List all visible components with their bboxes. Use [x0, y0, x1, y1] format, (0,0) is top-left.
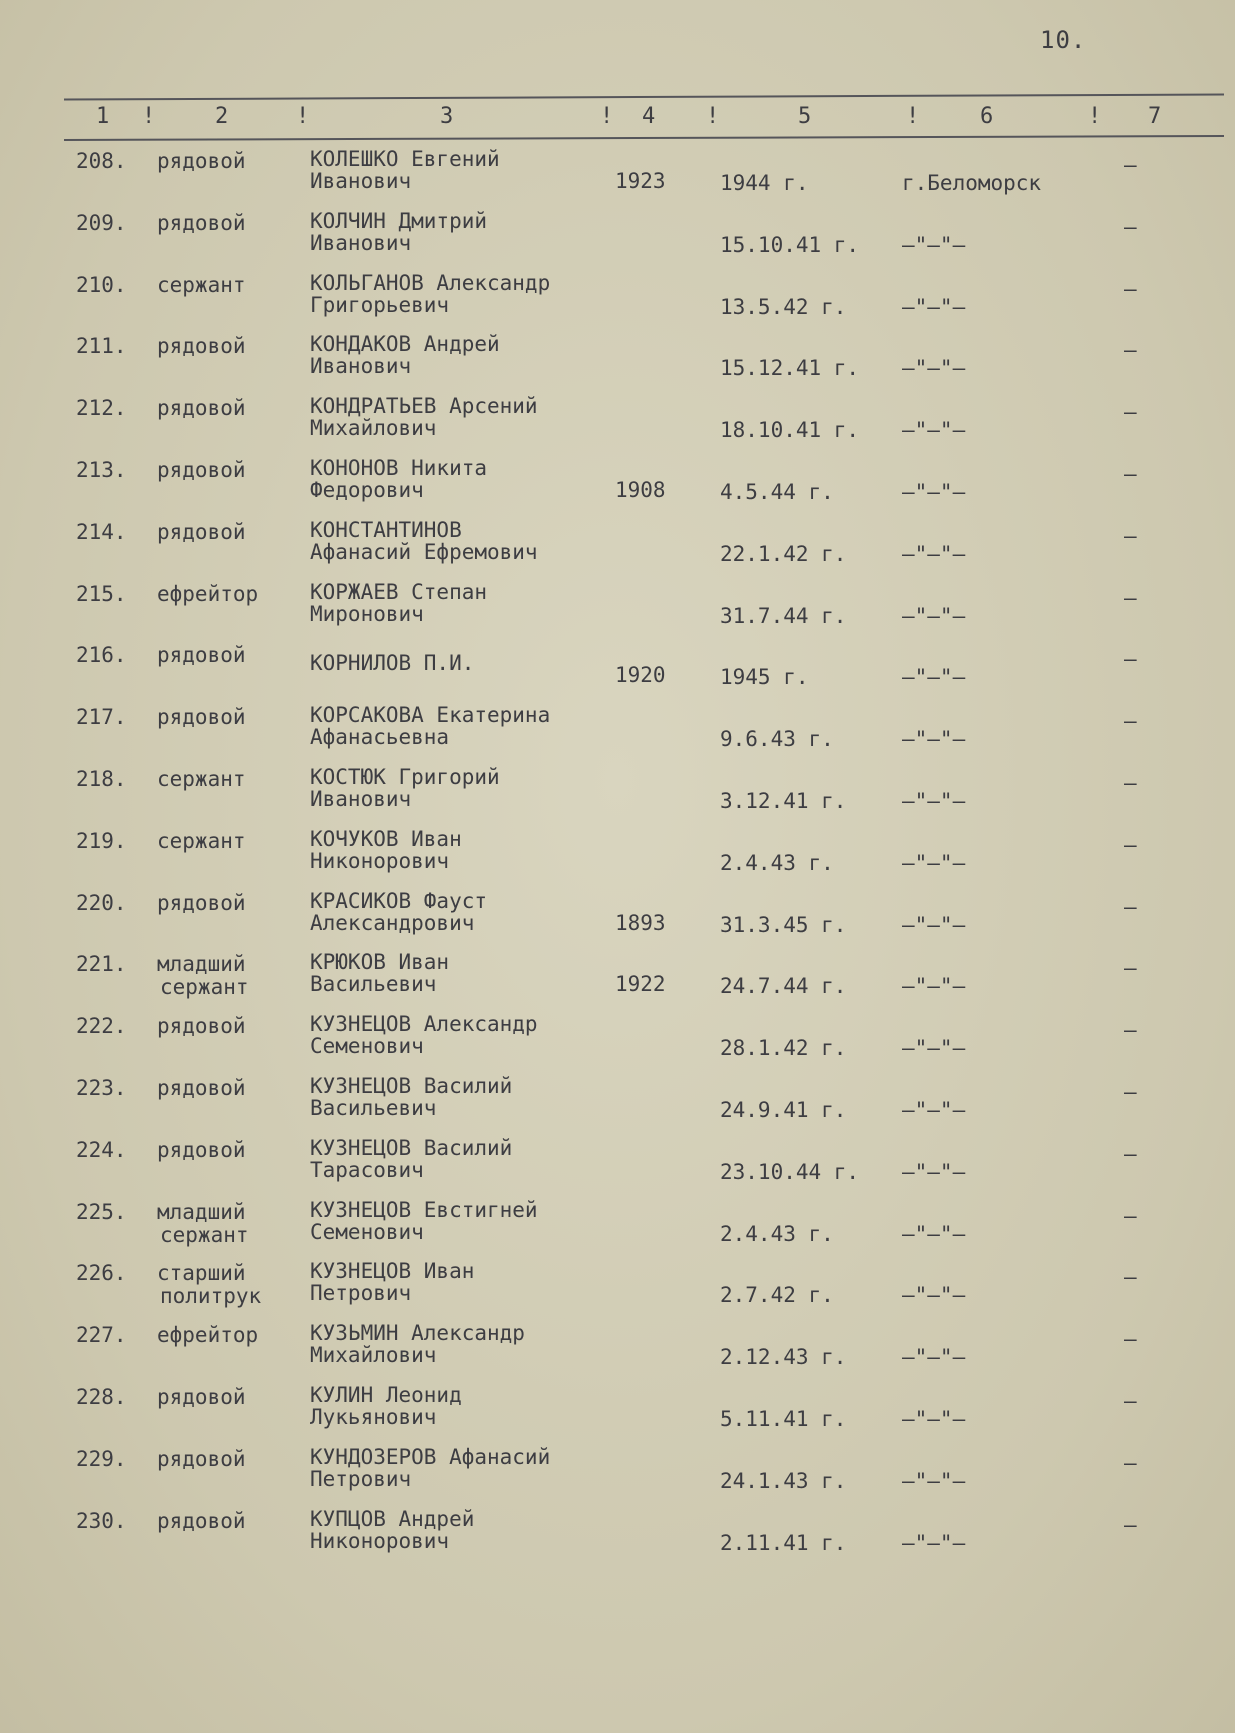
row-place: –"–"–	[902, 665, 966, 690]
row-surname: КУЗНЕЦОВ Василий	[310, 1135, 513, 1160]
row-rank: рядовой	[157, 149, 246, 173]
row-rank: рядовой	[157, 1446, 246, 1471]
row-surname: КУПЦОВ Андрей	[310, 1506, 475, 1531]
table-row	[0, 1504, 1235, 1564]
row-date: 31.7.44 г.	[720, 603, 847, 628]
row-number: 222.	[76, 1014, 127, 1039]
row-col7-dash: –	[1124, 1265, 1137, 1290]
row-surname: КОЛЬГАНОВ Александр	[310, 270, 551, 295]
row-patronymic: Тарасович	[310, 1157, 424, 1182]
table-row	[0, 144, 1235, 204]
page-number: 10.	[1040, 26, 1087, 54]
row-place: –"–"–	[902, 1407, 966, 1431]
row-date: 24.7.44 г.	[720, 974, 847, 999]
row-place: –"–"–	[902, 480, 966, 504]
row-col7-dash: –	[1124, 462, 1137, 486]
row-patronymic: Иванович	[310, 230, 412, 255]
row-place: –"–"–	[902, 541, 966, 566]
row-birth-year: 1893	[615, 910, 666, 935]
row-col7-dash: –	[1124, 153, 1137, 177]
header-col-6: 6	[980, 104, 994, 129]
row-date: 2.7.42 г.	[720, 1283, 834, 1308]
table-row	[0, 762, 1235, 822]
row-place: –"–"–	[902, 1283, 966, 1308]
row-number: 216.	[76, 643, 127, 668]
row-col7-dash: –	[1124, 523, 1137, 548]
row-number: 217.	[76, 705, 127, 730]
header-col-7: 7	[1148, 104, 1162, 129]
row-number: 227.	[76, 1323, 127, 1348]
row-number: 225.	[76, 1199, 127, 1224]
row-surname: КОНДРАТЬЕВ Арсений	[310, 394, 538, 419]
row-rank: рядовой	[157, 643, 246, 668]
row-rank: сержант	[157, 272, 246, 297]
row-date: 1944 г.	[720, 171, 809, 195]
row-number: 212.	[76, 396, 127, 421]
table-row	[0, 824, 1235, 884]
row-place: –"–"–	[902, 789, 966, 813]
row-rank: ефрейтор	[157, 1323, 259, 1348]
row-col7-dash: –	[1124, 1141, 1137, 1166]
row-col7-dash: –	[1124, 400, 1137, 425]
row-col7-dash: –	[1124, 1018, 1137, 1043]
row-rank: рядовой	[157, 1076, 246, 1100]
row-patronymic: Лукьянович	[310, 1405, 437, 1429]
row-surname: КУНДОЗЕРОВ Афанасий	[310, 1444, 551, 1469]
row-surname: КУЗНЕЦОВ Иван	[310, 1259, 475, 1284]
row-number: 214.	[76, 519, 127, 544]
table-row	[0, 1009, 1235, 1069]
row-rank: рядовой	[157, 519, 246, 544]
row-date: 13.5.42 г.	[720, 294, 847, 319]
row-date: 2.11.41 г.	[720, 1530, 847, 1555]
row-rank: младший	[157, 952, 246, 977]
row-patronymic: Семенович	[310, 1219, 424, 1244]
row-birth-year: 1920	[615, 663, 666, 688]
row-patronymic: Афанасьевна	[310, 725, 450, 750]
row-surname: КОЛЧИН Дмитрий	[310, 208, 488, 233]
row-place: –"–"–	[902, 603, 966, 628]
header-separator: !	[296, 104, 310, 129]
row-patronymic: Никонорович	[310, 1528, 450, 1553]
row-col7-dash: –	[1124, 1327, 1137, 1352]
row-place: –"–"–	[902, 356, 966, 381]
row-place: г.Беломорск	[902, 171, 1042, 195]
header-rule-top	[64, 93, 1224, 100]
header-col-2: 2	[215, 104, 229, 129]
row-rank: младший	[157, 1199, 246, 1224]
row-col7-dash: –	[1124, 585, 1137, 610]
row-place: –"–"–	[902, 1159, 966, 1184]
row-col7-dash: –	[1124, 1080, 1137, 1104]
row-patronymic: Михайлович	[310, 416, 437, 441]
row-date: 24.9.41 г.	[720, 1098, 847, 1122]
row-birth-year: 1922	[615, 972, 666, 997]
row-number: 215.	[76, 581, 127, 606]
row-place: –"–"–	[902, 850, 966, 875]
row-col7-dash: –	[1124, 709, 1137, 734]
header-col-4: 4	[642, 104, 656, 129]
row-date: 15.12.41 г.	[720, 356, 860, 381]
row-rank: рядовой	[157, 396, 246, 421]
row-number: 210.	[76, 272, 127, 297]
row-date: 9.6.43 г.	[720, 727, 834, 752]
row-number: 213.	[76, 458, 127, 482]
table-row	[0, 947, 1235, 1007]
row-surname: КОРНИЛОВ П.И.	[310, 651, 475, 676]
row-place: –"–"–	[902, 1221, 966, 1246]
row-patronymic: Григорьевич	[310, 292, 450, 317]
row-date: 2.4.43 г.	[720, 850, 834, 875]
row-rank: сержант	[157, 828, 246, 853]
row-surname: КУЗНЕЦОВ Василий	[310, 1074, 513, 1098]
row-place: –"–"–	[902, 974, 966, 999]
row-surname: КУЛИН Леонид	[310, 1383, 462, 1407]
row-rank: рядовой	[157, 1385, 246, 1409]
row-patronymic: Петрович	[310, 1466, 412, 1491]
table-header	[0, 104, 1235, 136]
row-date: 18.10.41 г.	[720, 418, 860, 443]
table-row	[0, 638, 1235, 698]
row-number: 208.	[76, 149, 127, 173]
row-date: 28.1.42 г.	[720, 1036, 847, 1061]
row-place: –"–"–	[902, 727, 966, 752]
row-date: 2.4.43 г.	[720, 1221, 834, 1246]
row-patronymic: Михайлович	[310, 1343, 437, 1368]
row-col7-dash: –	[1124, 1450, 1137, 1475]
row-rank: рядовой	[157, 1137, 246, 1162]
row-place: –"–"–	[902, 418, 966, 443]
header-col-1: 1	[96, 104, 110, 129]
row-col7-dash: –	[1124, 956, 1137, 981]
row-rank-line2: сержант	[160, 1222, 249, 1247]
row-number: 230.	[76, 1508, 127, 1533]
table-row	[0, 1380, 1235, 1440]
table-row	[0, 515, 1235, 575]
row-surname: КУЗНЕЦОВ Евстигней	[310, 1197, 538, 1222]
table-row	[0, 886, 1235, 946]
row-surname: КУЗНЕЦОВ Александр	[310, 1012, 538, 1037]
row-patronymic: Афанасий Ефремович	[310, 539, 538, 564]
row-date: 23.10.44 г.	[720, 1159, 860, 1184]
row-patronymic: Федорович	[310, 478, 424, 502]
row-rank: старший	[157, 1261, 246, 1286]
row-place: –"–"–	[902, 294, 966, 319]
row-rank-line2: политрук	[160, 1284, 262, 1309]
row-surname: КРЮКОВ Иван	[310, 950, 450, 975]
row-surname: КОСТЮК Григорий	[310, 765, 500, 789]
table-row	[0, 1442, 1235, 1502]
row-date: 2.12.43 г.	[720, 1345, 847, 1370]
row-surname: КОНОНОВ Никита	[310, 456, 488, 480]
row-date: 15.10.41 г.	[720, 232, 860, 257]
row-number: 209.	[76, 210, 127, 235]
row-date: 1945 г.	[720, 665, 809, 690]
row-col7-dash: –	[1124, 1203, 1137, 1228]
row-surname: КОРЖАЕВ Степан	[310, 579, 488, 604]
row-patronymic: Александрович	[310, 910, 475, 935]
row-patronymic: Васильевич	[310, 972, 437, 997]
table-row	[0, 1256, 1235, 1316]
row-birth-year: 1908	[615, 478, 666, 502]
row-place: –"–"–	[902, 1530, 966, 1555]
row-place: –"–"–	[902, 1345, 966, 1370]
row-col7-dash: –	[1124, 647, 1137, 672]
row-patronymic: Никонорович	[310, 848, 450, 873]
table-row	[0, 1318, 1235, 1378]
row-patronymic: Иванович	[310, 787, 412, 811]
row-patronymic: Миронович	[310, 601, 424, 626]
row-col7-dash: –	[1124, 1512, 1137, 1537]
table-row	[0, 329, 1235, 389]
row-rank: рядовой	[157, 334, 246, 359]
table-row	[0, 577, 1235, 637]
row-surname: КОНСТАНТИНОВ	[310, 517, 462, 542]
row-date: 5.11.41 г.	[720, 1407, 847, 1431]
header-separator: !	[142, 104, 156, 129]
table-row	[0, 453, 1235, 513]
row-number: 211.	[76, 334, 127, 359]
row-col7-dash: –	[1124, 214, 1137, 239]
header-separator: !	[1088, 104, 1102, 129]
row-col7-dash: –	[1124, 832, 1137, 857]
row-col7-dash: –	[1124, 276, 1137, 301]
row-rank: рядовой	[157, 705, 246, 730]
row-place: –"–"–	[902, 232, 966, 257]
row-number: 224.	[76, 1137, 127, 1162]
header-col-3: 3	[440, 104, 454, 129]
table-row	[0, 1071, 1235, 1131]
table-row	[0, 1195, 1235, 1255]
header-separator: !	[706, 104, 720, 129]
row-place: –"–"–	[902, 912, 966, 937]
row-place: –"–"–	[902, 1036, 966, 1061]
row-birth-year: 1923	[615, 169, 666, 193]
row-rank: рядовой	[157, 890, 246, 915]
row-number: 220.	[76, 890, 127, 915]
table-row	[0, 1133, 1235, 1193]
row-number: 219.	[76, 828, 127, 853]
row-rank: сержант	[157, 767, 246, 791]
row-col7-dash: –	[1124, 1389, 1137, 1413]
row-rank: рядовой	[157, 458, 246, 482]
row-surname: КОЧУКОВ Иван	[310, 826, 462, 851]
row-number: 223.	[76, 1076, 127, 1100]
table-row	[0, 268, 1235, 328]
row-surname: КОНДАКОВ Андрей	[310, 332, 500, 357]
row-date: 31.3.45 г.	[720, 912, 847, 937]
row-number: 218.	[76, 767, 127, 791]
row-date: 22.1.42 г.	[720, 541, 847, 566]
table-row	[0, 206, 1235, 266]
row-rank-line2: сержант	[160, 975, 249, 1000]
header-col-5: 5	[798, 104, 812, 129]
row-col7-dash: –	[1124, 894, 1137, 919]
row-surname: КОЛЕШКО Евгений	[310, 147, 500, 171]
row-rank: ефрейтор	[157, 581, 259, 606]
row-rank: рядовой	[157, 1014, 246, 1039]
row-patronymic: Иванович	[310, 354, 412, 379]
row-number: 226.	[76, 1261, 127, 1286]
row-col7-dash: –	[1124, 771, 1137, 795]
row-number: 228.	[76, 1385, 127, 1409]
row-surname: КОРСАКОВА Екатерина	[310, 703, 551, 728]
row-number: 229.	[76, 1446, 127, 1471]
table-row	[0, 700, 1235, 760]
row-rank: рядовой	[157, 1508, 246, 1533]
row-place: –"–"–	[902, 1468, 966, 1493]
row-date: 4.5.44 г.	[720, 480, 834, 504]
row-date: 24.1.43 г.	[720, 1468, 847, 1493]
row-number: 221.	[76, 952, 127, 977]
table-row	[0, 391, 1235, 451]
row-patronymic: Васильевич	[310, 1096, 437, 1120]
row-patronymic: Семенович	[310, 1034, 424, 1059]
row-rank: рядовой	[157, 210, 246, 235]
row-date: 3.12.41 г.	[720, 789, 847, 813]
row-surname: КУЗЬМИН Александр	[310, 1321, 525, 1346]
row-surname: КРАСИКОВ Фауст	[310, 888, 488, 913]
header-separator: !	[600, 104, 614, 129]
row-place: –"–"–	[902, 1098, 966, 1122]
row-patronymic: Иванович	[310, 169, 412, 193]
header-separator: !	[906, 104, 920, 129]
row-col7-dash: –	[1124, 338, 1137, 363]
row-patronymic: Петрович	[310, 1281, 412, 1306]
